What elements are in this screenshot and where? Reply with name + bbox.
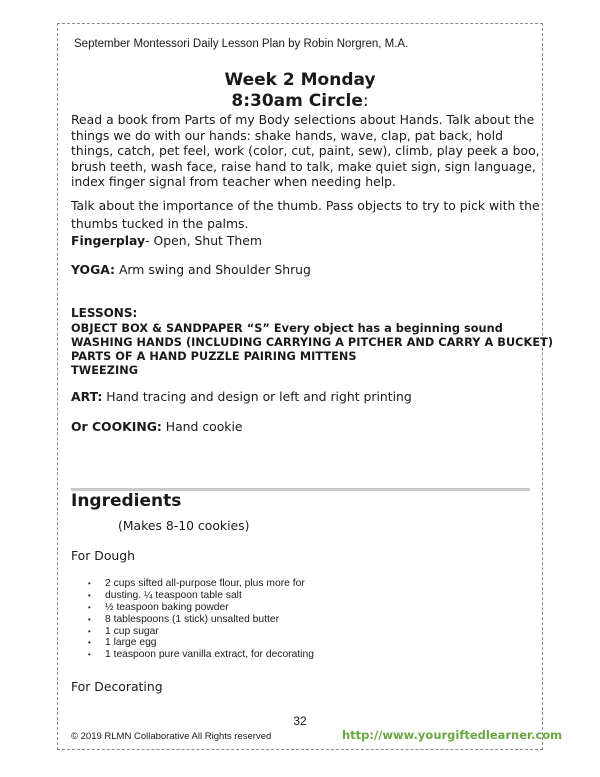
- lesson-item: PARTS OF A HAND PUZZLE PAIRING MITTENS: [71, 350, 357, 363]
- lessons-label: LESSONS:: [71, 306, 138, 320]
- list-item: [88, 614, 314, 626]
- bullet-icon: •: [88, 650, 91, 660]
- ingredient-text: 1 teaspoon pure vanilla extract, for decorating: [105, 649, 314, 661]
- circle-paragraph-thumb: Talk about the importance of the thumb. Pass objects to try to pick with the thumbs tucked in the palms.: [71, 198, 540, 231]
- week-title: Week 2 Monday: [224, 70, 376, 90]
- page-number: 32: [293, 714, 307, 728]
- lesson-item: OBJECT BOX & SANDPAPER “S” Every object has a beginning sound: [71, 322, 503, 335]
- bullet-icon: •: [88, 626, 91, 636]
- ingredient-list: [88, 578, 314, 661]
- ingredient-text: 8 tablespoons (1 stick) unsalted butter: [105, 613, 280, 625]
- cooking-line: [71, 419, 243, 434]
- fingerplay-label: Fingerplay: [71, 233, 146, 248]
- art-line: [71, 389, 412, 404]
- art-label: ART:: [71, 389, 103, 404]
- cooking-label: Or COOKING:: [71, 419, 162, 434]
- circle-paragraph-hands: Read a book from Parts of my Body selections about Hands. Talk about the things we do with our hands: shake hands, wave, clap, pat back, hold things, catch, pet feel, work (color, cut, paint, sew), climb, play peek a boo, brush teeth, wash face, raise hand to talk, make quiet sign, sign language, index finger signal from teacher when needing help.: [71, 112, 540, 190]
- cooking-text: Hand cookie: [161, 419, 243, 434]
- ingredient-text: 1 large egg: [105, 637, 157, 649]
- list-item: [88, 637, 314, 649]
- lesson-item: TWEEZING: [71, 364, 139, 377]
- footer-copyright: © 2019 RLMN Collaborative All Rights reserved: [71, 731, 272, 742]
- ingredients-title: Ingredients: [71, 491, 182, 511]
- list-item: [88, 602, 314, 614]
- bullet-icon: •: [88, 638, 91, 648]
- for-dough-heading: For Dough: [71, 548, 135, 563]
- circle-title: [0, 91, 600, 111]
- ingredient-text: dusting. ¼ teaspoon table salt: [105, 589, 242, 601]
- ingredient-text: 1 cup sugar: [105, 625, 159, 637]
- ingredient-text: ½ teaspoon baking powder: [105, 601, 229, 613]
- list-item: [88, 578, 314, 590]
- list-item: [88, 626, 314, 638]
- list-item: [88, 590, 314, 602]
- fingerplay-line: [71, 233, 262, 248]
- fingerplay-text: - Open, Shut Them: [145, 233, 262, 248]
- bullet-icon: •: [88, 614, 91, 624]
- bullet-icon: •: [88, 579, 91, 588]
- ingredient-text: 2 cups sifted all-purpose flour, plus more for: [105, 578, 305, 589]
- yoga-line: [71, 262, 311, 277]
- bullet-icon: •: [88, 590, 91, 600]
- lesson-item: WASHING HANDS (INCLUDING CARRYING A PITCHER AND CARRY A BUCKET): [71, 336, 554, 349]
- list-item: [88, 649, 314, 661]
- for-decorating-heading: For Decorating: [71, 679, 163, 694]
- circle-title-text: 8:30am Circle: [231, 91, 363, 111]
- yoga-label: YOGA:: [71, 262, 116, 277]
- bullet-icon: •: [88, 602, 91, 612]
- yoga-text: Arm swing and Shoulder Shrug: [115, 262, 311, 277]
- circle-title-colon: :: [362, 91, 369, 111]
- header-title: September Montessori Daily Lesson Plan by Robin Norgren, M.A.: [74, 38, 409, 50]
- ingredients-yield: (Makes 8-10 cookies): [118, 518, 250, 533]
- art-text: Hand tracing and design or left and right printing: [102, 389, 412, 404]
- footer-website-link[interactable]: http://www.yourgiftedlearner.com: [342, 728, 563, 742]
